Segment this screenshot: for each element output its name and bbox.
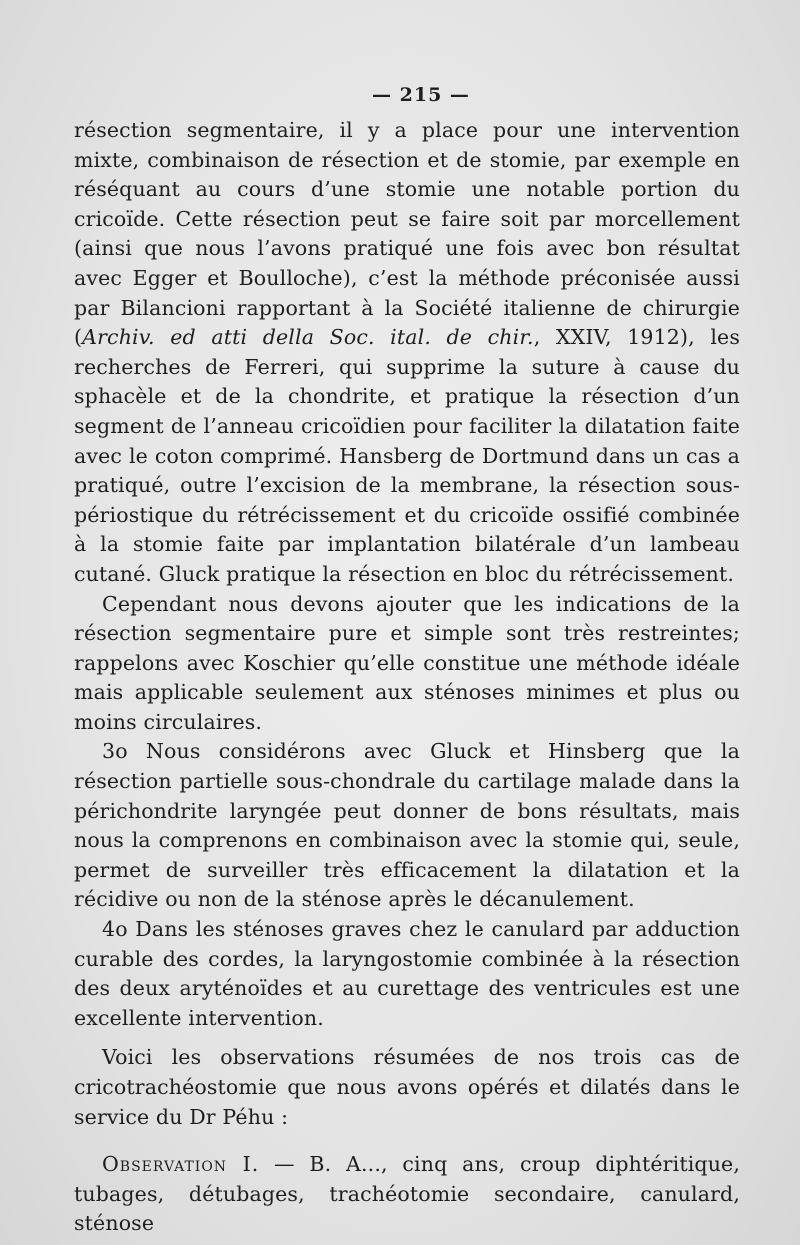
paragraph-cependant: Cependant nous devons ajouter que les indications de la résection segmentaire pure et simple sont très restreintes; rappelons avec Koschier qu’elle constitue une méthode idéale mais applicable seulement aux sténoses minimes et plus ou moins circulaires.: [74, 591, 740, 734]
paragraph-resection-segmentaire: [74, 116, 740, 590]
page-number: — 215 —: [372, 84, 470, 106]
paragraph-observations-intro: Voici les observations résumées de nos trois cas de cricotrachéostomie que nous avons opérés et dilatés dans le service du Dr Péhu :: [74, 1045, 740, 1129]
paragraph-point-3: 3o Nous considérons avec Gluck et Hinsberg que la résection partielle sous-chondrale du cartilage malade dans la périchondrite laryngée peut donner de bons résultats, mais nous la comprenons en combinaison avec la stomie qui, seule, permet de surveiller très efficacement la dilatation et la récidive ou non de la sténose après le décanulement.: [74, 739, 740, 912]
observation-text: — B. A..., cinq ans, croup diphtéritique, tubages, détubages, trachéotomie secondaire, canulard, sténose: [74, 1152, 740, 1236]
observation-heading: Observation I.: [102, 1152, 260, 1177]
paragraph-point-4: 4o Dans les sténoses graves chez le canulard par adduction curable des cordes, la laryngostomie combinée à la résection des deux aryténoïdes et au curettage des ventricules est une excellente intervention.: [74, 917, 740, 1030]
paragraph-1-text-end: , XXIV, 1912), les recherches de Ferreri, qui supprime la suture à cause du sphacèle et de la chondrite, et pratique la résection d’un segment de l’anneau cricoïdien pour faciliter la dilatation faite avec le coton comprimé. Hansberg de Dortmund dans un cas a pratiqué, outre l’excision de la membrane, la résection sous-périostique du rétrécissement et du cricoïde ossifié combinée à la stomie faite par implantation bilatérale d’un lambeau cutané. Gluck pratique la résection en bloc du rétrécissement.: [74, 325, 740, 586]
paragraph-1-text-start: résection segmentaire, il y a place pour une intervention mixte, combinaison de résection et de stomie, par exemple en réséquant au cours d’une stomie une notable portion du cricoïde. Cette résection peut se faire soit par morcellement (ainsi que nous l’avons pratiqué une fois avec bon résultat avec Egger et Boulloche), c’est la méthode préconisée aussi par Bilancioni rapportant à la Société italienne de chirurgie (: [74, 118, 740, 350]
journal-citation: Archiv. ed atti della Soc. ital. de chir.: [82, 325, 534, 350]
document-page: [74, 84, 740, 1239]
observation-1: [74, 1150, 740, 1239]
